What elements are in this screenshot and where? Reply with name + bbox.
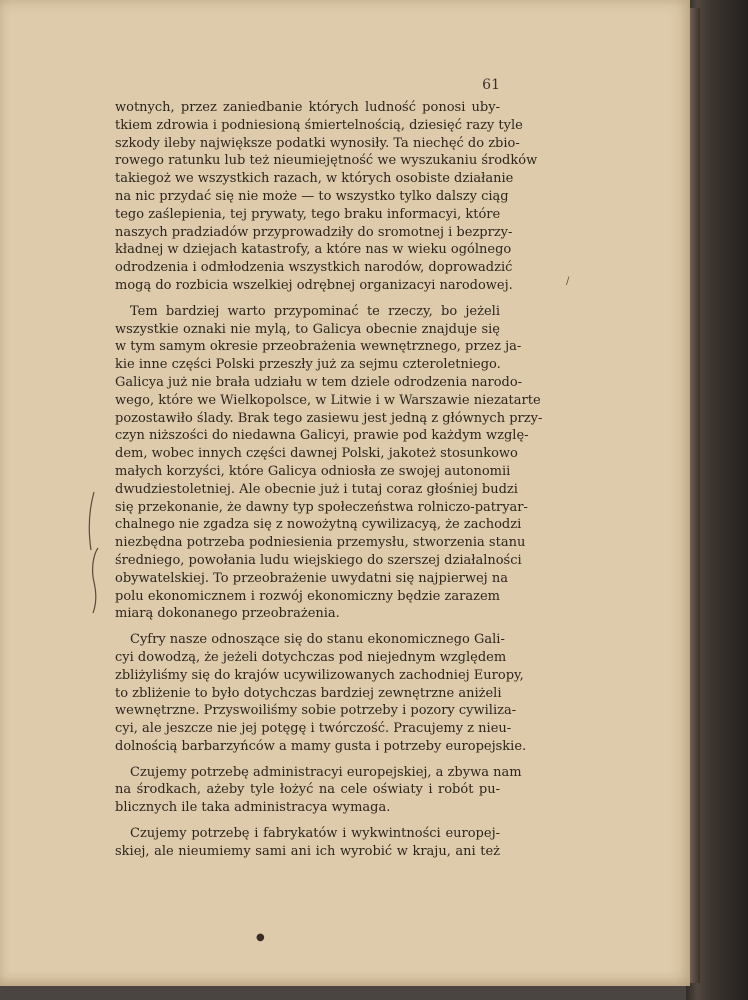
text-line: szkody ileby największe podatki wynosiły. Ta niechęć do zbio- [115,135,520,151]
text-block [115,99,543,869]
paragraph [115,764,522,817]
text-line: to zbliżenie to było dotychczas bardziej zewnętrzne aniżeli [115,685,502,701]
text-line: takiegoż we wszystkich razach, w których osobiste działanie [115,171,514,187]
text-line: wewnętrzne. Przyswoiliśmy sobie potrzeby i pozory cywiliza- [115,703,517,719]
text-line: Cyfry nasze odnoszące się do stanu ekonomicznego Gali- [130,632,505,648]
text-line: polu ekonomicznem i rozwój ekonomiczny będzie zarazem [115,588,500,604]
text-line: mogą do rozbicia wszelkiej odrębnej organizacyi narodowej. [115,277,513,293]
text-line: chalnego nie zgadza się z nowożytną cywilizacyą, że zachodzi [115,517,522,533]
paragraph [115,825,500,861]
text-line: się przekonanie, że dawny typ społeczeństwa rolniczo-patryar- [115,499,528,515]
text-line: cyi, ale jeszcze nie jej potęgę i twórczość. Pracujemy z nieu- [115,721,512,737]
text-line: kie inne części Polski przeszły już za sejmu czteroletniego. [115,357,501,373]
text-line: tego zaślepienia, tej prywaty, tego braku informacyi, które [115,206,501,222]
margin-bracket-mark [85,490,105,615]
text-line: blicznych ile taka administracya wymaga. [115,800,391,816]
text-line: pozostawiło ślady. Brak tego zasiewu jest jedną z głównych przy- [115,410,543,426]
text-line: odrodzenia i odmłodzenia wszystkich narodów, doprowadzić [115,260,513,276]
text-line: dolnością barbarzyńców a mamy gusta i potrzeby europejskie. [115,738,527,754]
text-line: w tym samym okresie przeobrażenia wewnętrznego, przez ja- [115,339,522,355]
text-line: na środkach, ażeby tyle łożyć na cele oświaty i robót pu- [115,782,500,798]
ink-spot: ● [256,932,265,943]
text-line: Czujemy potrzebę i fabrykatów i wykwintności europej- [130,826,500,842]
text-line: obywatelskiej. To przeobrażenie uwydatni się najpierwej na [115,570,508,586]
text-line: na nic przydać się nie może — to wszystko tylko dalszy ciąg [115,188,509,204]
paragraph [115,303,543,623]
text-line: naszych pradziadów przyprowadziły do sromotnej i bezprzy- [115,224,513,240]
text-line: niezbędna potrzeba podniesienia przemysłu, stworzenia stanu [115,535,526,551]
text-line: cyi dowodzą, że jeżeli dotychczas pod niejednym względem [115,649,507,665]
text-line: średniego, powołania ludu wiejskiego do szerszej działalności [115,552,522,568]
text-line: wego, które we Wielkopolsce, w Litwie i w Warszawie niezatarte [115,392,541,408]
text-line: skiej, ale nieumiemy sami ani ich wyrobić w kraju, ani też [115,843,500,859]
page-number: 61 [482,77,500,93]
paragraph [115,99,538,295]
text-line: rowego ratunku lub też nieumiejętność we wyszukaniu środków [115,153,538,169]
text-line: zbliżyliśmy się do krajów ucywilizowanych zachodniej Europy, [115,667,524,683]
text-line: wszystkie oznaki nie mylą, to Galicya obecnie znajduje się [115,321,500,337]
margin-tick-mark: / [566,276,570,287]
text-line: dwudziestoletniej. Ale obecnie już i tutaj coraz głośniej budzi [115,481,518,497]
text-line: tkiem zdrowia i podniesioną śmiertelnością, dziesięć razy tyle [115,117,523,133]
text-line: kładnej w dziejach katastrofy, a które nas w wieku ogólnego [115,242,512,258]
text-line: Tem bardziej warto przypominać te rzeczy, bo jeżeli [130,303,500,319]
text-line: Czujemy potrzebę administracyi europejskiej, a zbywa nam [130,764,522,780]
text-line: dem, wobec innych części dawnej Polski, jakoteż stosunkowo [115,446,518,462]
text-line: miarą dokonanego przeobrażenia. [115,606,340,622]
text-line: Galicya już nie brała udziału w tem dziele odrodzenia narodo- [115,374,523,390]
paragraph [115,631,527,756]
cover-edge [690,8,700,983]
text-line: czyn niższości do niedawna Galicyi, prawie pod każdym wzglę- [115,428,529,444]
text-line: wotnych, przez zaniedbanie których ludność ponosi uby- [115,100,500,115]
text-line: małych korzyści, które Galicya odniosła ze swojej autonomii [115,463,511,479]
